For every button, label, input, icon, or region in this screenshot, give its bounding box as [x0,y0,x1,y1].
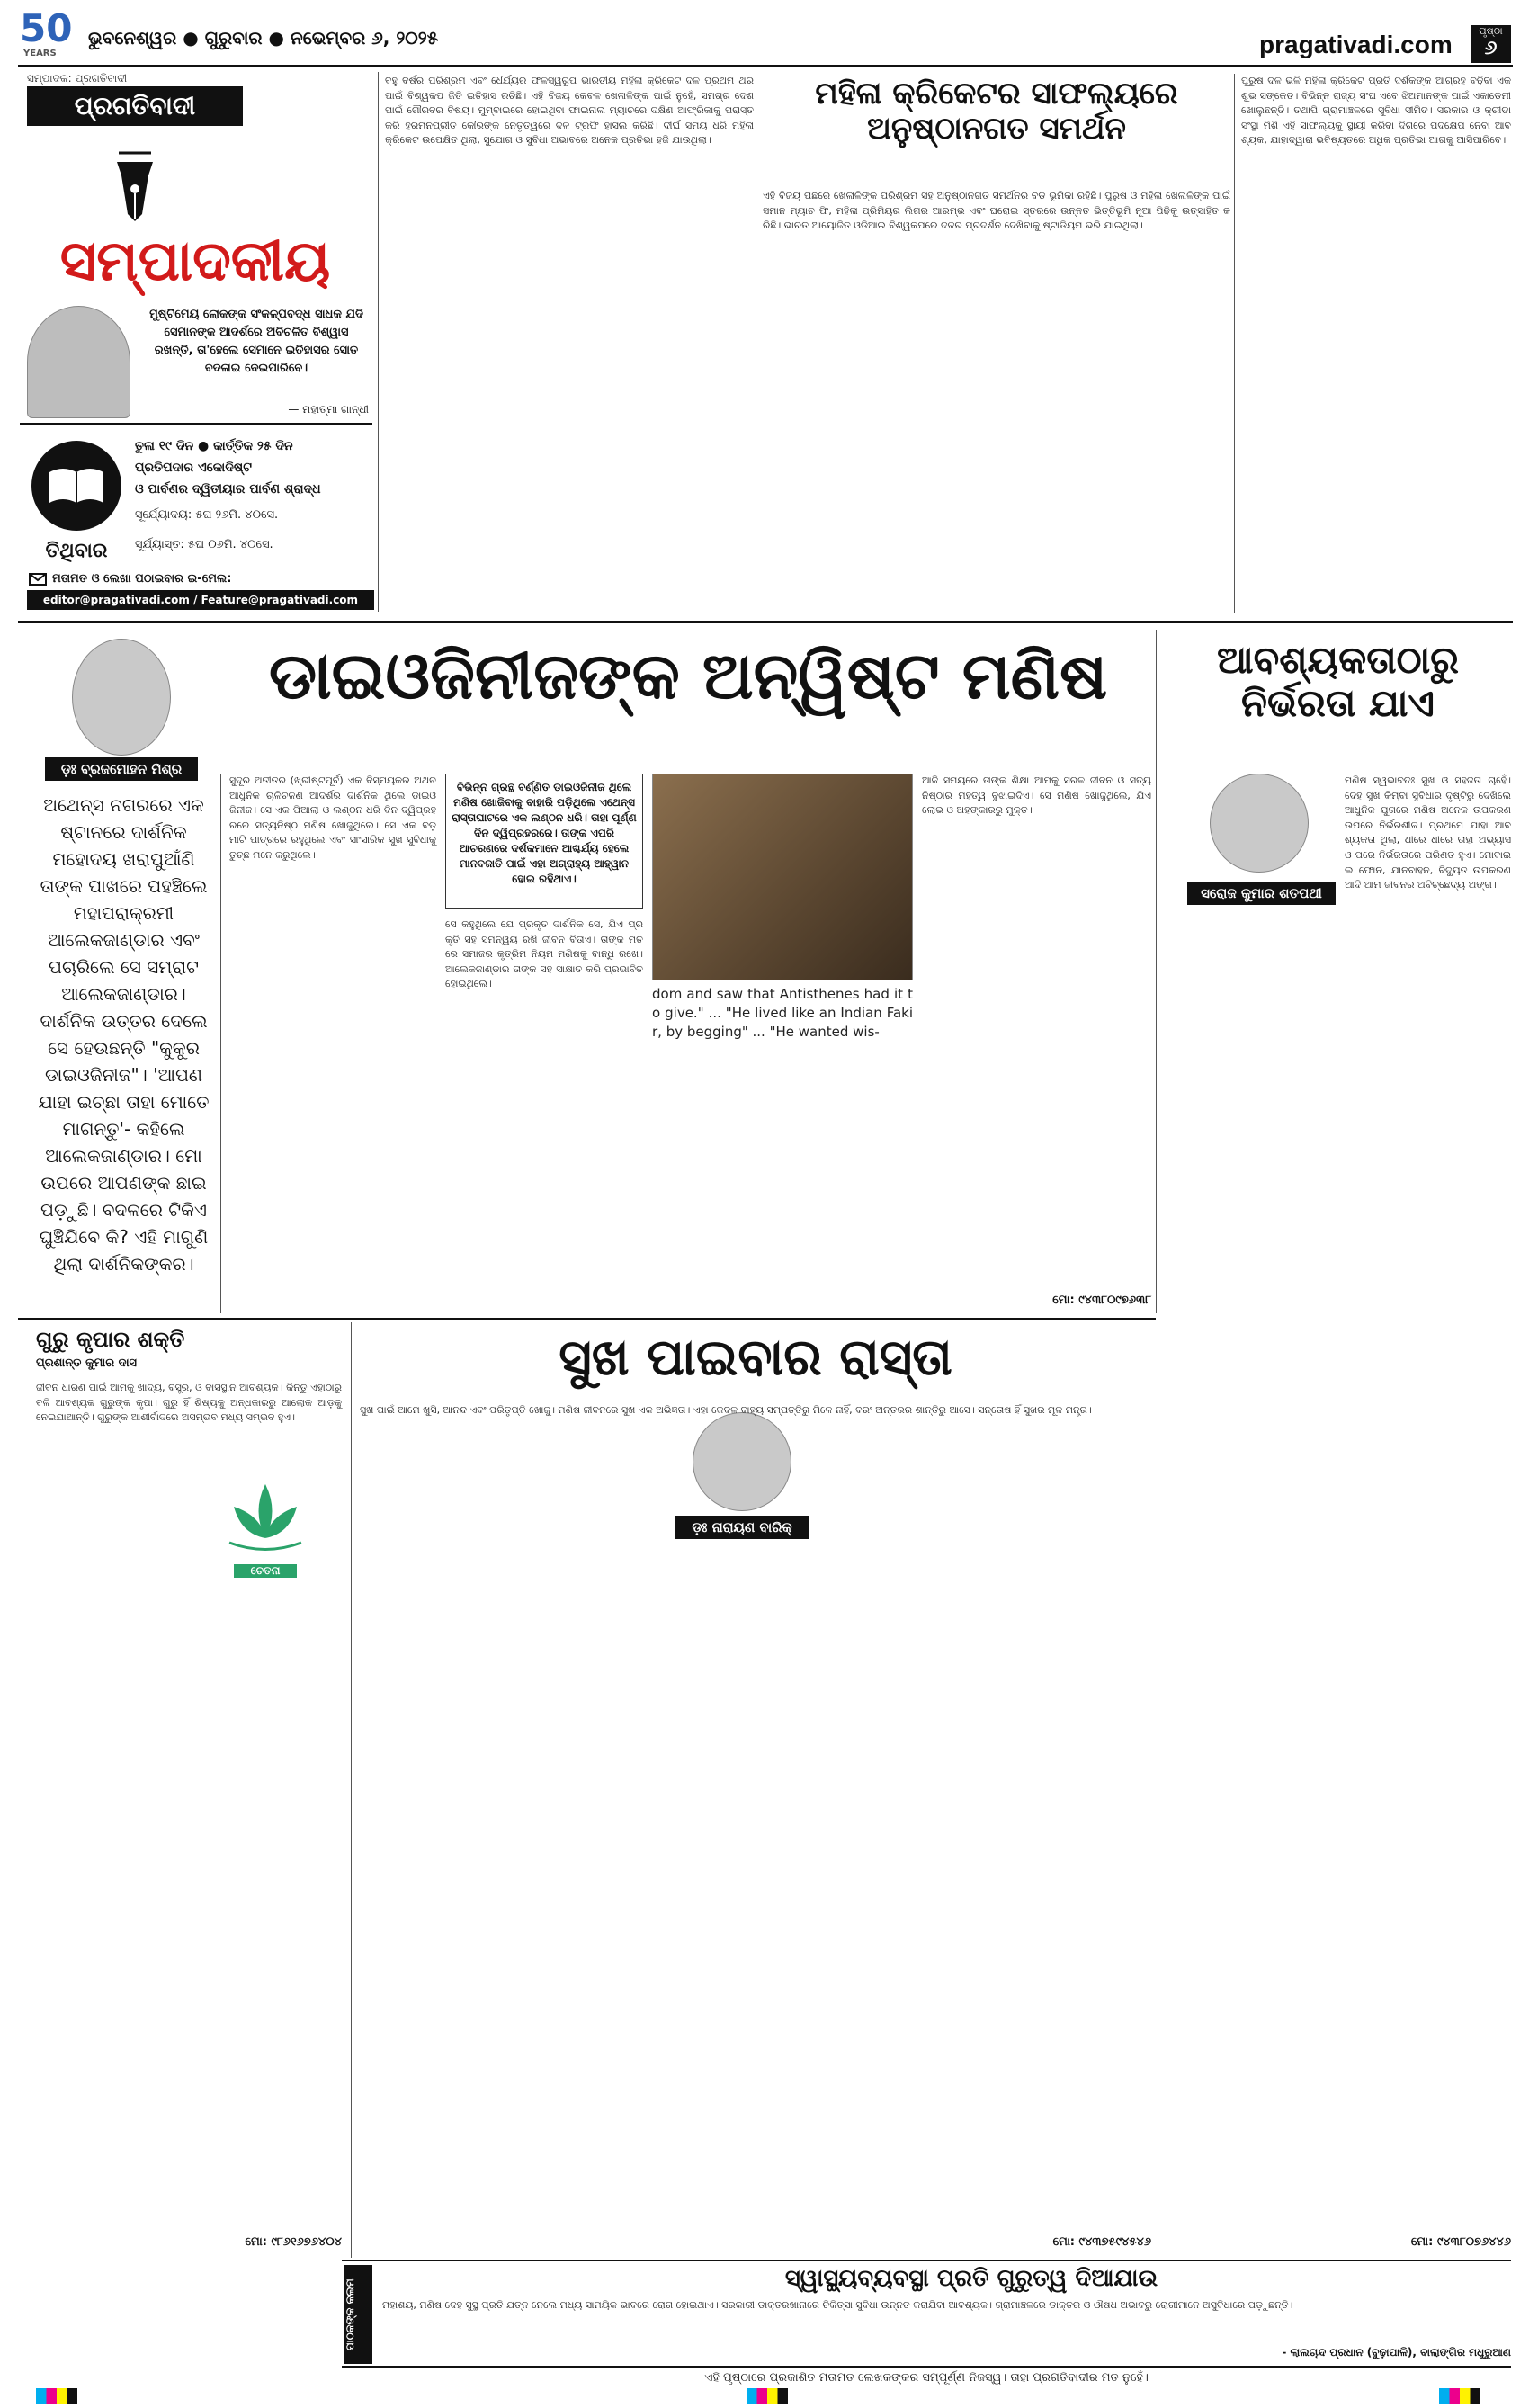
anniversary-years: YEARS [23,49,57,58]
editorial-body-left: ବହୁ ବର୍ଷର ପରିଶ୍ରମ ଏବଂ ଧୈର୍ଯ୍ୟର ଫଳସ୍ୱରୂପ ଭାରତୀୟ ମହିଳା କ୍ରିକେଟ ଦଳ ପ୍ରଥମ ଥର ପାଇଁ ବିଶ୍ୱକପ ଜିତି ଇତିହାସ ରଚିଛି। ଏହି ବିଜୟ କେବଳ ଖେଳାଳିଙ୍କ ପାଇଁ ନୁହେଁ, ସମଗ୍ର ଦେଶ ପାଇଁ ଗୌରବର ବିଷୟ। ମୁମ୍ବାଇରେ ହୋଇଥିବା ଫାଇନାଲ ମ୍ୟାଚରେ ଦକ୍ଷିଣ ଆଫ୍ରିକାକୁ ପରାସ୍ତ କରି ହରମନପ୍ରୀତ କୌରଙ୍କ ନେତୃତ୍ୱରେ ଦଳ ଟ୍ରଫି ହାସଲ କରିଛି। ଦୀର୍ଘ ସମୟ ଧରି ମହିଳା କ୍ରିକେଟ ଉପେକ୍ଷିତ ଥିଲା, ସୁଯୋଗ ଓ ସୁବିଧା ଅଭାବରେ ଅନେକ ପ୍ରତିଭା ହଜି ଯାଉଥିଲା। [385,75,757,147]
gandhi-portrait [27,306,130,418]
dependency-body: ମଣିଷ ସ୍ୱଭାବତଃ ସୁଖ ଓ ସହଜତା ଚାହେଁ। ଦେହ ସୁଖ କିମ୍ବା ସୁବିଧାର ଦୃଷ୍ଟିରୁ ଦେଖିଲେ ଆଧୁନିକ ଯୁଗରେ ମଣିଷ ଅନେକ ଉପକରଣ ଉପରେ ନିର୍ଭରଶୀଳ। ପ୍ରଥମେ ଯାହା ଆବଶ୍ୟକତା ଥିଲା, ଧୀରେ ଧୀରେ ତାହା ଅଭ୍ୟାସ ଓ ପରେ ନିର୍ଭରତାରେ ପରିଣତ ହୁଏ। ମୋବାଇଲ ଫୋନ, ଯାନବାହନ, ବିଦ୍ୟୁତ ଉପକରଣ ଆଦି ଆମ ଜୀବନର ଅବିଚ୍ଛେଦ୍ୟ ଅଙ୍ଗ। [1345,774,1515,891]
anniversary-logo [20,6,83,63]
dependency-author-phone: ମୋ: ୯୪୩୮୦୭୬୪୪୬ [1410,2235,1511,2249]
header-rule [18,65,1513,67]
sunrise-time: ସୂର୍ଯ୍ୟୋଦୟ: ୫ଘ ୨୬ମି. ୪୦ସେ. [135,508,279,522]
page-label: ପୃଷ୍ଠା [1479,25,1503,37]
editorial-headline [763,76,1230,147]
page-number-box [1471,25,1511,63]
registration-marks-right [1439,2388,1480,2404]
dateline: ଭୁବନେଶ୍ୱର ● ଗୁରୁବାର ● ନଭେମ୍ବର ୬, ୨୦୨୫ [88,27,439,49]
editorial-headline-line2: ଅନୁଷ୍ଠାନଗତ ସମର୍ଥନ [867,111,1126,148]
chetana-label: ଚେତନା [234,1564,297,1578]
letter-signature: - ଲାଲଚାନ୍ଦ ପ୍ରଧାନ (ବୁଢ଼ାପାଳି), ବାଲାଙ୍ଗିର ମଧୁରୁଆଣ [1282,2346,1511,2359]
happiness-author-phone: ମୋ: ୯୪୩୭୫୯୪୫୪୬ [1052,2235,1151,2249]
letter-body: ମହାଶୟ, ମଣିଷ ଦେହ ସୁସ୍ଥ ପ୍ରତି ଯତ୍ନ ନେଲେ ମଧ୍ୟ ସାମୟିକ ଭାବରେ ରୋଗ ହୋଇଥାଏ। ସରକାରୀ ଡାକ୍ତରଖାନାରେ ଚିକିତ୍ସା ସୁବିଧା ଉନ୍ନତ କରାଯିବା ଆବଶ୍ୟକ। ଗ୍ରାମାଞ୍ଚଳରେ ଡାକ୍ତର ଓ ଔଷଧ ଅଭାବରୁ ରୋଗୀମାନେ ଅସୁବିଧାରେ ପଡ଼ୁଛନ୍ତି। [382,2299,1297,2311]
diogenes-box-text: ବିଭିନ୍ନ ଗ୍ରନ୍ଥ ବର୍ଣ୍ଣିତ ଡାଇଓଜିନୀଜ ଥିଲେ ମଣିଷ ଖୋଜିବାକୁ ବାହାରି ପଡ଼ିଥିଲେ ଏଥେନ୍ସ ରାସ୍ତାଘାଟରେ ଏକ ଲଣ୍ଠନ ଧରି। ତାହା ପୂର୍ଣ୍ଣ ଦିନ ଦ୍ୱିପ୍ରହରରେ। ତାଙ୍କ ଏପରି ଆଚରଣରେ ଦର୍ଶକମାନେ ଆଶ୍ଚର୍ଯ୍ୟ ହେଲେ ମାନବଜାତି ପାଇଁ ଏହା ଅଗ୍ରାହ୍ୟ ଆହ୍ୱାନ ହୋଇ ରହିଥାଏ। [452,781,637,885]
registration-marks-left [36,2388,77,2404]
masthead-rule [20,423,372,425]
diogenes-pull-quote: ଅଥେନ୍ସ ନଗରରେ ଏକ ଷ୍ଟାନରେ ଦାର୍ଶନିକ ମହୋଦୟ ଖରାପୁଆଁଣି ତାଙ୍କ ପାଖରେ ପହଞ୍ଚିଲେ ମହାପରାକ୍ରମୀ ଆଲେକଜାଣ୍ଡାର ଏବଂ ପଚାରିଲେ ସେ ସମ୍ରାଟ ଆଲେକଜାଣ୍ଡାର। ଦାର୍ଶନିକ ଉତ୍ତର ଦେଲେ ସେ ହେଉଛନ୍ତି "କୁକୁର ଡାଇଓଜିନୀଜ"। 'ଆପଣ ଯାହା ଇଚ୍ଛା ତାହା ମୋତେ ମାଗନ୍ତୁ'- କହିଲେ ଆଲେକଜାଣ୍ଡାର। ମୋ ଉପରେ ଆପଣଙ୍କ ଛାଇ ପଡ଼ୁଛି। ବଦଳରେ ଟିକିଏ ଘୁଞ୍ଚିଯିବେ କି? ଏହି ମାଗୁଣି ଥିଲା ଦାର୍ଶନିକଙ୍କର। [38,794,210,1275]
diogenes-body-2: ସେ କହୁଥିଲେ ଯେ ପ୍ରକୃତ ଦାର୍ଶନିକ ସେ, ଯିଏ ପ୍ରକୃତି ସହ ସମନ୍ୱୟ ରଖି ଜୀବନ ବିତାଏ। ତାଙ୍କ ମତରେ ସମାଜର କୃତ୍ରିମ ନିୟମ ମଣିଷକୁ ବାନ୍ଧି ରଖେ। ଆଲେକଜାଣ୍ଡାର ତାଙ୍କ ସହ ସାକ୍ଷାତ କରି ପ୍ରଭାବିତ ହୋଇଥିଲେ। [445,918,647,990]
author-photo-saroj [1210,774,1309,873]
dependency-headline-line2: ନିର୍ଭରତା ଯାଏ [1241,681,1435,726]
letter-top-rule [342,2260,1511,2261]
gandhi-quote-author: — ମହାତ୍ମା ଗାନ୍ଧୀ [288,403,369,416]
author-photo-brajamohan [72,639,171,756]
tithi-line-3: ଓ ପାର୍ବଣର ଦ୍ୱିତୀୟାର ପାର୍ବଣ ଶ୍ରାଦ୍ଧ [135,482,321,497]
tithi-label: ତିଥିବାର [45,540,108,562]
guru-divider [351,1322,352,2258]
diogenes-painting [652,774,913,980]
site-url[interactable]: pragativadi.com [1259,31,1453,58]
happiness-body: ସୁଖ ପାଇଁ ଆମେ ଖୁସି, ଆନନ୍ଦ ଏବଂ ପରିତୃପ୍ତି ଖୋଜୁ। ମଣିଷ ଜୀବନରେ ସୁଖ ଏକ ଅଭିଜ୍ଞତା। ଏହା କେବଳ ବାହ୍ୟ ସମ୍ପତ୍ତିରୁ ମିଳେ ନାହିଁ, ବରଂ ଅନ୍ତରର ଶାନ୍ତିରୁ ଆସେ। ସନ୍ତୋଷ ହିଁ ସୁଖର ମୂଳ ମନ୍ତ୍ର। [360,1404,1095,1416]
guru-author: ପ୍ରଶାନ୍ତ କୁମାର ଦାସ [36,1356,138,1370]
pull-quote-divider [220,774,221,1313]
diogenes-body-1: ସୁଦୂର ଅତୀତର (ଖ୍ରୀଷ୍ଟପୂର୍ବ) ଏକ ବିସ୍ମୟକର ଅଥଚ ଆଧୁନିକ ଚାଳିଚଳଣ ଆଦର୍ଶର ଦାର୍ଶନିକ ଥିଲେ ଡାଇଓଜିନୀଜ। ସେ ଏକ ପିଆଲା ଓ ଲଣ୍ଠନ ଧରି ଦିନ ଦ୍ୱିପ୍ରହରରେ ସତ୍ୟନିଷ୍ଠ ମଣିଷ ଖୋଜୁଥିଲେ। ସେ ଏକ ବଡ଼ ମାଟି ପାତ୍ରରେ ରହୁଥିଲେ ଏବଂ ସାଂସାରିକ ସୁଖ ସୁବିଧାକୁ ତୁଚ୍ଛ ମନେ କରୁଥିଲେ। [229,774,440,861]
mid-rule [18,1318,1156,1320]
dependency-headline-line1: ଆବଶ୍ୟକତାଠାରୁ [1216,638,1460,682]
diogenes-highlight-box [445,774,643,909]
letter-section-label: ପାଠକଙ୍କ କଲମ [344,2265,372,2364]
author-byline-saroj: ସରୋଜ କୁମାର ଶତପଥୀ [1187,882,1336,905]
book-icon [27,436,126,535]
diogenes-right-divider [1156,630,1157,1313]
diogenes-quote-english: dom and saw that Antisthenes had it to give." ... "He lived like an Indian Fakir, by begging" ... "He wanted wis- [652,986,913,1040]
pen-nib-icon [90,135,180,225]
registration-marks-center [747,2388,788,2404]
letter-headline: ସ୍ୱାସ୍ଥ୍ୟବ୍ୟବସ୍ଥା ପ୍ରତି ଗୁରୁତ୍ୱ ଦିଆଯାଉ [784,2265,1158,2292]
editorial-divider [1234,74,1235,613]
footer-rule [342,2366,1511,2368]
editorial-body-right: ପୁରୁଷ ଦଳ ଭଳି ମହିଳା କ୍ରିକେଟ ପ୍ରତି ଦର୍ଶକଙ୍କ ଆଗ୍ରହ ବଢିବା ଏକ ଶୁଭ ସଙ୍କେତ। ବିଭିନ୍ନ ରାଜ୍ୟ ସଂଘ ଏବେ ଝିଅମାନଙ୍କ ପାଇଁ ଏକାଡେମୀ ଖୋଲୁଛନ୍ତି। ତଥାପି ଗ୍ରାମାଞ୍ଚଳରେ ସୁବିଧା ସୀମିତ। ସରକାର ଓ କ୍ରୀଡା ସଂସ୍ଥା ମିଶି ଏହି ସାଫଲ୍ୟକୁ ସ୍ଥାୟୀ କରିବା ଦିଗରେ ପଦକ୍ଷେପ ନେବା ଆବଶ୍ୟକ, ଯାହାଦ୍ୱାରା ଭବିଷ୍ୟତରେ ଅଧିକ ପ୍ରତିଭା ଆଗକୁ ଆସିପାରିବେ। [1241,75,1515,147]
diogenes-body-3: ଆଜି ସମୟରେ ତାଙ୍କ ଶିକ୍ଷା ଆମକୁ ସରଳ ଜୀବନ ଓ ସତ୍ୟନିଷ୍ଠାର ମହତ୍ୱ ବୁଝାଇଦିଏ। ସେ ମଣିଷ ଖୋଜୁଥିଲେ, ଯିଏ ଲୋଭ ଓ ଅହଙ୍କାରରୁ ମୁକ୍ତ। [922,774,1155,817]
author-byline-brajamohan: ଡ଼ଃ ବ୍ରଜମୋହନ ମିଶ୍ର [45,757,198,781]
editorial-headline-line1: ମହିଳା କ୍ରିକେଟର ସାଫଲ୍ୟରେ [815,76,1178,112]
diogenes-author-phone: ମୋ: ୯୪୩୮୦୯୭୬୩୮ [1052,1294,1151,1307]
email-label: ମତାମତ ଓ ଲେଖା ପଠାଇବାର ଇ-ମେଲ: [52,572,232,586]
dependency-body-left [1165,918,1336,2213]
masthead-divider [378,72,379,612]
sunset-time: ସୂର୍ଯ୍ୟାସ୍ତ: ୫ଘ ୦୬ମି. ୪୦ସେ. [135,538,273,551]
section-editorial-heading: ସମ୍ପାଦକୀୟ [59,228,331,293]
email-address[interactable]: editor@pragativadi.com / Feature@pragativadi.com [27,590,374,610]
tithi-line-1: ତୁଳା ୧୯ ଦିନ ● କାର୍ତ୍ତିକ ୨୫ ଦିନ [135,439,293,453]
email-icon [29,572,47,586]
happiness-headline: ସୁଖ ପାଇବାର ରାସ୍ତା [559,1329,952,1387]
editorial-bottom-rule [18,621,1513,623]
editorial-body-mid: ଏହି ବିଜୟ ପଛରେ ଖେଳାଳିଙ୍କ ପରିଶ୍ରମ ସହ ଅନୁଷ୍ଠାନଗତ ସମର୍ଥନର ବଡ ଭୂମିକା ରହିଛି। ପୁରୁଷ ଓ ମହିଳା ଖେଳାଳିଙ୍କ ପାଇଁ ସମାନ ମ୍ୟାଚ ଫି, ମହିଳା ପ୍ରିମିୟର ଲିଗର ଆରମ୍ଭ ଏବଂ ଘରୋଇ ସ୍ତରରେ ଉନ୍ନତ ଭିତ୍ତିଭୂମି ନୂଆ ପିଢିକୁ ଉତ୍ସାହିତ କରିଛି। ଭାରତ ଆୟୋଜିତ ଓଡିଆଇ ବିଶ୍ୱକପରେ ଦଳର ପ୍ରଦର୍ଶନ ଦେଖିବାକୁ ଷ୍ଟାଡିୟମ ଭରି ଯାଇଥିଲା। [763,190,1234,232]
footer-disclaimer: ଏହି ପୃଷ୍ଠାରେ ପ୍ରକାଶିତ ମତାମତ ଲେଖକଙ୍କର ସମ୍ପୂର୍ଣ୍ଣ ନିଜସ୍ୱ। ତାହା ପ୍ରଗତିବାଦୀର ମତ ନୁହେଁ। [704,2371,1149,2385]
masthead-name: ପ୍ରଗତିବାଦୀ [27,86,243,126]
author-byline-narayan: ଡ଼ଃ ନାରାୟଣ ବାରିକ୍ [675,1516,809,1539]
tithi-line-2: ପ୍ରତିପଦାର ଏକୋଦିଷ୍ଟ [135,461,252,475]
anniversary-number: 50 [20,6,73,50]
guru-body: ଜୀବନ ଧାରଣ ପାଇଁ ଆମକୁ ଖାଦ୍ୟ, ବସ୍ତ୍ର, ଓ ବାସସ୍ଥାନ ଆବଶ୍ୟକ। କିନ୍ତୁ ଏହାଠାରୁ ବଳି ଆବଶ୍ୟକ ଗୁରୁଙ୍କ କୃପା। ଗୁରୁ ହିଁ ଶିଷ୍ୟକୁ ଅନ୍ଧକାରରୁ ଆଲୋକ ଆଡ଼କୁ ନେଇଯାଆନ୍ତି। ଗୁରୁଙ୍କ ଆଶୀର୍ବାଦରେ ଅସମ୍ଭବ ମଧ୍ୟ ସମ୍ଭବ ହୁଏ। [36,1382,345,1424]
guru-author-phone: ମୋ: ୯୮୬୧୬୭୬୪୦୪ [245,2235,342,2249]
dependency-headline [1165,639,1511,726]
gandhi-quote: ମୁଷ୍ଟିମେୟ ଲୋକଙ୍କ ସଂକଳ୍ପବଦ୍ଧ ସାଧକ ଯଦି ସେମାନଙ୍କ ଆଦର୍ଶରେ ଅବିଚଳିତ ବିଶ୍ୱାସ ରଖନ୍ତି, ତା'ହେଲେ ସେମାନେ ଇତିହାସର ସୋତ ବଦଳାଇ ଦେଇପାରିବେ। [149,308,363,375]
diogenes-headline: ଡାଇଓଜିନୀଜଙ୍କ ଅନ୍ୱିଷ୍ଟ ମଣିଷ [268,638,1108,713]
guru-headline: ଗୁରୁ କୃପାର ଶକ୍ତି [36,1327,185,1352]
masthead-tagline: ସମ୍ପାଦକ: ପ୍ରଗତିବାଦୀ [27,72,128,85]
page-number: ୬ [1484,37,1498,59]
